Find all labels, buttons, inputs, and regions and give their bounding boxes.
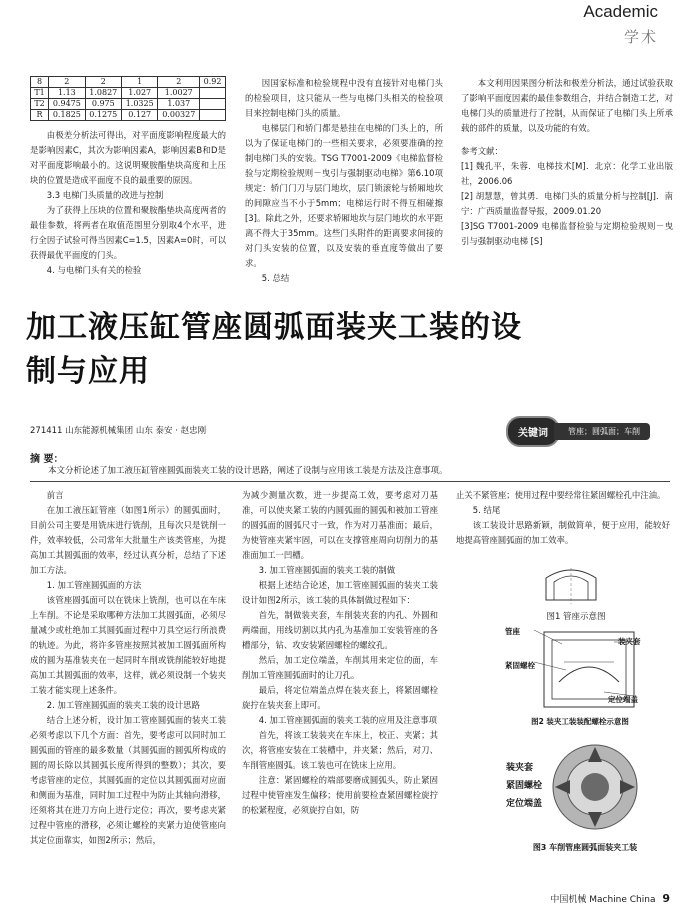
- previous-article-column-3: 本文利用因果图分析法和极差分析法，通过试验获取了影响平面度因素的最佳参数组合，并结合制造工艺，对电梯门头的质量进行了控制，从而保证了电梯门头上所承载的部件的质量，以及功能的有效。 参考文献： [1] 魏孔平，朱蓉．电梯技术[M]．北京：化学工业出版社，2006.06 [2] 胡慧慧，曾其勇．电梯门头的质量分析与控制[J]．南宁：广西质量监督导报，2009.01.20 [3]SG T7001-2009 电梯监督检验与定期检验规则－曳引与强制驱动电梯 [S]: [461, 78, 673, 246]
- journal-name: 中国机械 Machine China: [550, 895, 656, 905]
- body-column-1: 前言 在加工液压缸管座（如图1所示）的圆弧面时，目前公司主要是用铣床进行铣削，且每次只是铣削一件，效率较低，公司常年大批量生产该类管座，为提高加工其圆弧面的效率，经过认真分析，总结了下述加工方法。 1. 加工管座圆弧面的方法 该管座圆弧面可以在铣床上铣削，也可以在车床上车削。不论是采取哪种方法加工其圆弧面，必须尽量减少或杜绝加工其圆弧面过程中刀具空运行所浪费的轨迹。为此，将许多管座按照其被加工圆弧面所构成的圆为基准装夹在一起同时车削或铣削能较好地提高加工其圆弧面的效率，这样，就必须设制一个装夹工装才能实现上述条件。 2. 加工管座圆弧面的装夹工装的设计思路 结合上述分析，设计加工管座圆弧面的装夹工装必须考虑以下几个方面：首先，要考虑可以同时加工圆弧面的管座的最多数量（其圆弧面的圆弧所构成的圆的周长除以其圆弧长度所得到的整数）；其次，要考虑管座的定位，其圆弧面的定位以其圆弧面对应面和侧面为基准，同时加工过程中为防止其轴向滑移，还须将其在进刀方向上进行定位；再次，要考虑夹紧过程中管座的滑移，必须让螺栓的夹紧力迫使管座向其定位面靠实，如图2所示；然后，: [30, 490, 226, 845]
- section-header-chinese: 学术: [623, 28, 658, 46]
- table-row: R 0.1825 0.1275 0.127 0.00327: [31, 110, 226, 121]
- figure-2-label: 管座: [505, 627, 520, 636]
- author-line: 271411 山东能源机械集团 山东 泰安 · 赵忠刚: [30, 426, 207, 436]
- abstract-divider: [30, 481, 670, 482]
- previous-article-column-2: 因国家标准和检验规程中没有直接针对电梯门头的检验项目，这只能从一些与电梯门头相关的检验项目来控制电梯门头的质量。 电梯层门和轿门都是悬挂在电梯的门头上的，所以为了保证电梯门的一些相关要求，必须要准确的控制电梯门头的安装。TSG T7001-2009《电梯监督检验与定期检验规则－曳引与强制驱动电梯》第6.10项规定：轿门门刀与层门地坎，层门锁滚轮与轿厢地坎的间隙应当不小于5mm；电梯运行时不得互相碰擦[3]。除此之外，还要求轿厢地坎与层门地坎的水平距离不得大于35mm。这些门头附件的距离要求间接的对门头安装的位置，以及安装的垂直度等做出了要求。 5. 总结: [245, 78, 443, 283]
- figure-3-label: 定位端盖: [506, 799, 543, 809]
- figure-1-drawing: [536, 560, 606, 608]
- article-title: 加工液压缸管座圆弧面装夹工装的设 制与应用: [26, 310, 522, 389]
- figure-2-label: 紧固螺栓: [505, 661, 535, 670]
- keywords-badge: [506, 416, 650, 447]
- orthogonal-test-table: [30, 76, 226, 121]
- abstract-text: 本文分析论述了加工液压缸管座圆弧面装夹工装的设计思路，阐述了设制与应用该工装是方法及注意事项。: [48, 466, 448, 476]
- table-row: T1 1.13 1.0827 1.027 1.0027: [31, 88, 226, 99]
- footer: [550, 892, 670, 905]
- figure-3-label: 紧固螺栓: [506, 781, 543, 791]
- body-column-3: 止关不紧管座；使用过程中要经常往紧固螺栓孔中注油。 5. 结尾 该工装设计思路新颖，制做简单，便于应用，能较好地提高管座圆弧面的加工效率。: [456, 490, 670, 545]
- body-column-2: 为减少测量次数，进一步提高工效，要考虑对刀基准，可以使夹紧工装的内圆弧面的圆弧和被加工管座的圆弧面的圆弧尺寸一致，作为对刀基准面；最后，为使管座夹紧牢固，可以在支撑管座周向切削力的基准面加工一凹槽。 3. 加工管座圆弧面的装夹工装的制做 根据上述结合论述，加工管座圆弧面的装夹工装设计如图2所示，该工装的具体制做过程如下： 首先，制做装夹套，车削装夹套的内孔、外圆和两端面，用线切割以其内孔为基准加工安装管座的各槽部分，钻、攻安装紧固螺栓的螺纹孔。 然后，加工定位端盖，车削其用来定位的面，车削加工管座圆弧面时的让刀孔。 最后，将定位端盖点焊在装夹套上，将紧固螺栓旋拧在装夹套上即可。 4. 加工管座圆弧面的装夹工装的应用及注意事项 首先，将该工装装夹在车床上，校正、夹紧；其次，将管座安装在工装槽中，并夹紧；然后，对刀、车削管座圆弧。该工装也可在铣床上应用。 注意：紧固螺栓的端部要磨成圆弧头，防止紧固过程中使管座发生偏移；使用前要检查紧固螺栓旋拧的松紧程度，必须旋拧自如，防: [242, 490, 438, 815]
- figure-3-label: 装夹套: [506, 763, 534, 773]
- keywords-label: 关键词: [506, 416, 560, 447]
- table-row: T2 0.9475 0.975 1.0325 1.037: [31, 99, 226, 110]
- figure-1-caption: 图1 管座示意图: [546, 612, 606, 622]
- figure-2-caption: 图2 装夹工装装配螺栓示意图: [531, 717, 629, 726]
- figure-3-caption: 图3 车削管座圆弧面装夹工装: [532, 843, 638, 852]
- figure-3-drawing: [540, 742, 650, 832]
- previous-article-column-1: 由极差分析法可得出，对平面度影响程度最大的是影响因素C，其次为影响因素A，影响因素B和D是对平面度影响最小的。这说明聚胺酯垫块高度和上压块的位置是造成平面度不良的最重要的原因。 3.3 电梯门头质量的改进与控制 为了获得上压块的位置和聚胺酯垫块高度两者的最佳参数，将两者在取值范围里分别取4个水平，进行全因子试验可得当因素C=1.5，因素A=0时，可以获得最优平面度的门头。 4. 与电梯门头有关的检验: [30, 130, 226, 275]
- figure-2-label: 装夹套: [618, 637, 641, 646]
- table-row: 8 2 2 1 2 0.92: [31, 77, 226, 88]
- abstract-label: 摘 要：: [30, 454, 64, 465]
- keywords-text: 管座；圆弧面；车削: [554, 423, 650, 440]
- figure-2-label: 定位端盖: [608, 695, 638, 704]
- page-number: 9: [662, 892, 670, 905]
- section-header-english: Academic: [583, 2, 658, 21]
